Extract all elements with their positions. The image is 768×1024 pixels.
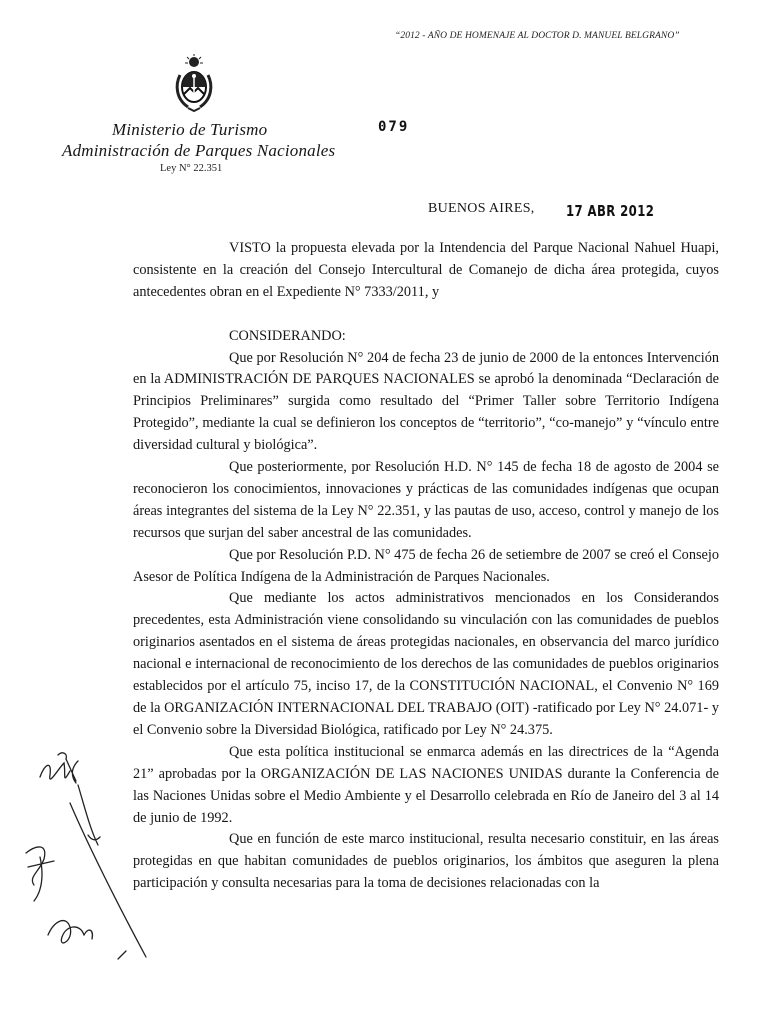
considerando-paragraph: Que mediante los actos administrativos mencionados en los Considerandos precedentes, esta Administración viene consolidando su vinculación con las comunidades de pueblos originarios asentados en el sistema de áreas protegidas nacionales, en observancia del marco jurídico nacional e internacional de reconocimiento de los derechos de las comunidades de pueblos originarios establecidos por el artículo 75, inciso 17, de la CONSTITUCIÓN NACIONAL, el Convenio N° 169 de la ORGANIZACIÓN INTERNACIONAL DEL TRABAJO (OIT) -ratificado por Ley N° 24.071- y el Convenio sobre la Diversidad Biológica, ratificado por Ley N° 24.375. <box>133 590 719 738</box>
motto-line: “2012 - AÑO DE HOMENAJE AL DOCTOR D. MANUEL BELGRANO” <box>395 31 680 41</box>
visto-paragraph: VISTO la propuesta elevada por la Intendencia del Parque Nacional Nahuel Huapi, consistente en la creación del Consejo Intercultural de Comanejo de dicha área protegida, cuyos antecedentes obran en el Expediente N° 7333/2011, y <box>133 240 719 300</box>
resolution-number-stamp: 079 <box>378 119 410 135</box>
considerando-paragraph: Que esta política institucional se enmarca además en las directrices de la “Agenda 21” aprobadas por la ORGANIZACIÓN DE LAS NACIONES UNIDAS durante la Conferencia de las Naciones Unidas sobre el Medio Ambiente y el Desarrollo celebrada en Río de Janeiro del 3 al 14 de junio de 1992. <box>133 743 719 826</box>
dateline-place: BUENOS AIRES, <box>428 201 535 216</box>
considerando-paragraph: Que por Resolución P.D. N° 475 de fecha 26 de setiembre de 2007 se creó el Consejo Asesor de Política Indígena de la Administración de Parques Nacionales. <box>133 546 719 585</box>
considerando-heading: CONSIDERANDO: <box>229 327 346 344</box>
ministry-name: Ministerio de Turismo <box>112 120 268 139</box>
considerando-paragraph: Que en función de este marco institucional, resulta necesario constituir, en las áreas protegidas en que habitan comunidades de pueblos originarios, los ámbitos que aseguren la plena participación y consulta necesarias para la toma de decisiones relacionadas con la <box>133 831 719 892</box>
law-reference: Ley N° 22.351 <box>160 163 223 174</box>
document-body <box>133 238 719 895</box>
considerando-paragraph: Que por Resolución N° 204 de fecha 23 de junio de 2000 de la entonces Intervención en la ADMINISTRACIÓN DE PARQUES NACIONALES se aprobó la denominada “Declaración de Principios Preliminares” surgida como resultado del “Primer Taller sobre Territorio Indígena Protegido”, mediante la cual se definieron los conceptos de “territorio”, “co-manejo” y “vínculo entre diversidad cultural y biológica”. <box>133 349 719 454</box>
considerando-paragraph: Que posteriormente, por Resolución H.D. N° 145 de fecha 18 de agosto de 2004 se reconocieron los conocimientos, innovaciones y prácticas de las comunidades indígenas que ocupan áreas integrantes del sistema de la Ley N° 22.351, y las pautas de uso, acceso, control y manejo de los recursos que surjan del saber ancestral de las comunidades. <box>133 459 719 541</box>
agency-name: Administración de Parques Nacionales <box>62 141 336 160</box>
date-stamp: 17 ABR 2012 <box>566 202 655 220</box>
handwritten-initials-icon <box>18 745 168 975</box>
argentine-coat-of-arms-icon <box>172 53 216 113</box>
